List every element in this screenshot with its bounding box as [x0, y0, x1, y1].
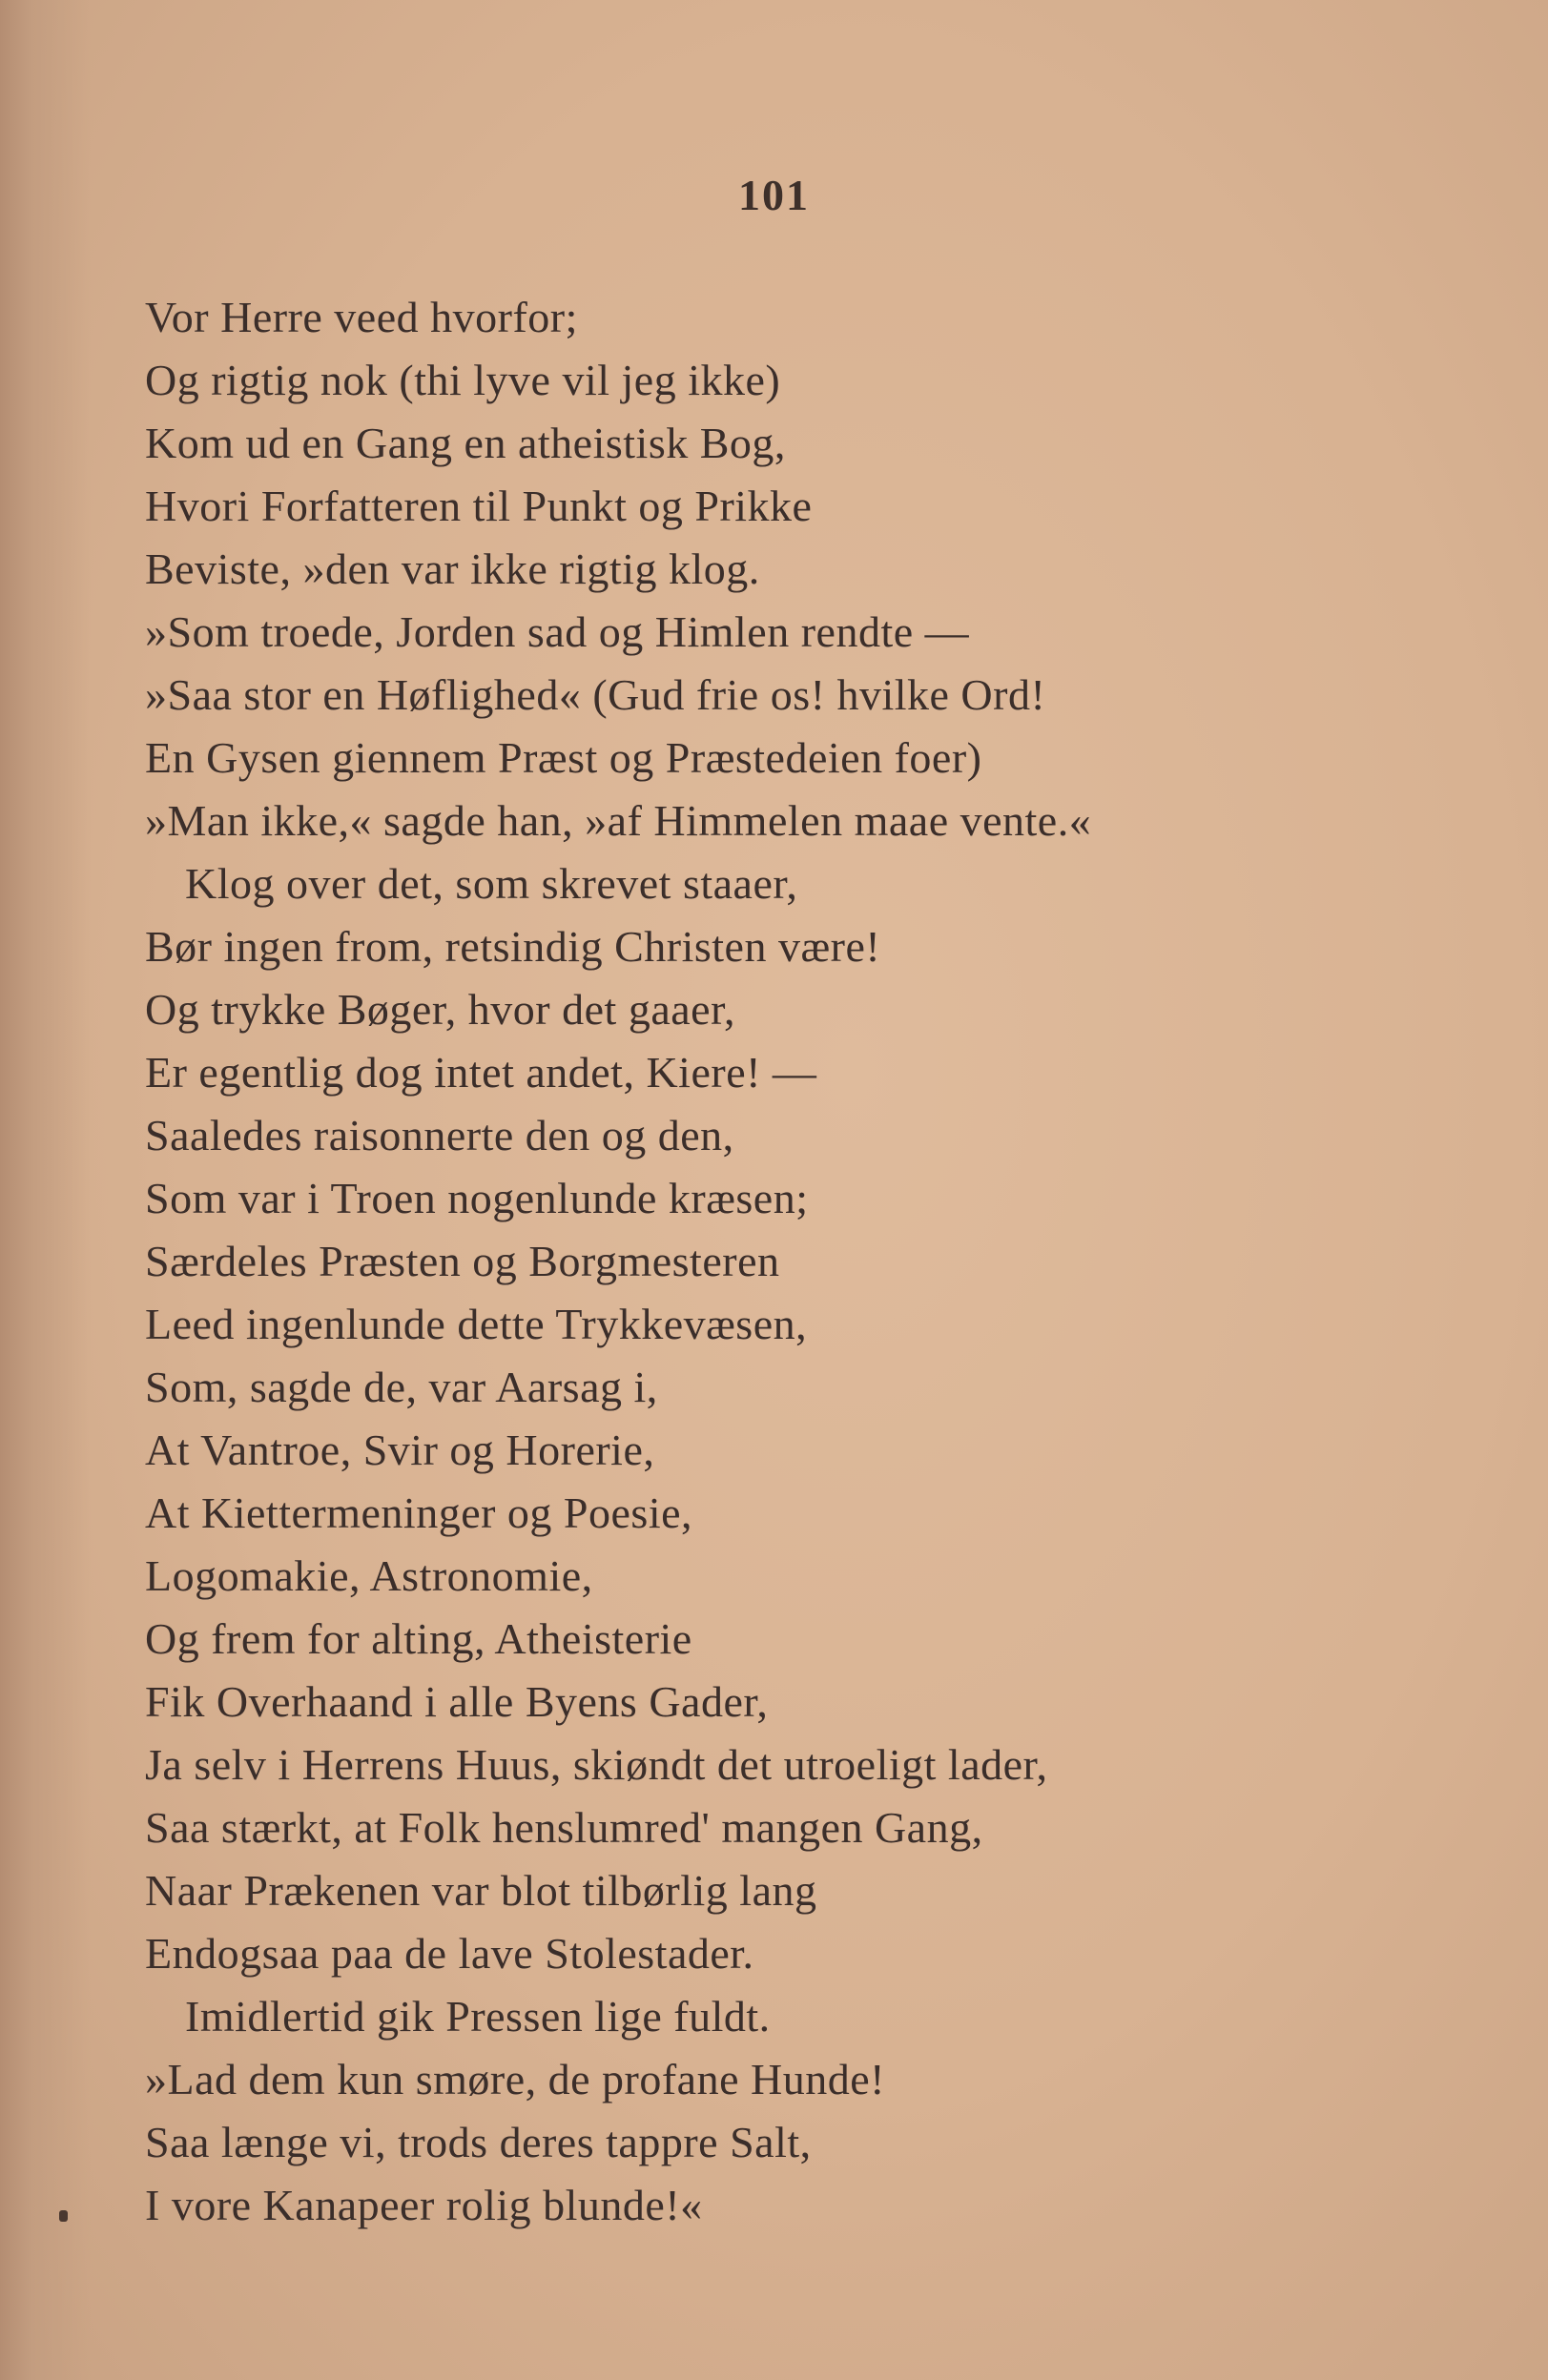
poem-line: Som, sagde de, var Aarsag i, — [145, 1363, 658, 1411]
poem-line: Saa stærkt, at Folk henslumred' mangen Gang, — [145, 1803, 983, 1852]
poem-line: At Kiettermeninger og Poesie, — [145, 1488, 693, 1537]
poem-line: Imidlertid gik Pressen lige fuldt. — [185, 1992, 771, 2041]
poem-line: Naar Prækenen var blot tilbørlig lang — [145, 1866, 817, 1915]
poem-line: Saa længe vi, trods deres tappre Salt, — [145, 2118, 812, 2166]
poem-line: »Som troede, Jorden sad og Himlen rendte — — [145, 607, 970, 656]
poem-text — [145, 286, 1404, 2237]
poem-line: Logomakie, Astronomie, — [145, 1551, 593, 1600]
binding-shadow — [0, 0, 91, 2380]
poem-line: »Man ikke,« sagde han, »af Himmelen maae vente.« — [145, 796, 1092, 845]
poem-line: Og frem for alting, Atheisterie — [145, 1614, 692, 1663]
poem-line: Og rigtig nok (thi lyve vil jeg ikke) — [145, 356, 781, 404]
poem-line: En Gysen giennem Præst og Præstedeien foer) — [145, 733, 982, 782]
poem-line: Ja selv i Herrens Huus, skiøndt det utroeligt lader, — [145, 1740, 1048, 1789]
poem-line: Leed ingenlunde dette Trykkevæsen, — [145, 1300, 808, 1348]
margin-mark — [59, 2210, 68, 2222]
poem-line: Er egentlig dog intet andet, Kiere! — — [145, 1048, 817, 1097]
poem-line: Som var i Troen nogenlunde kræsen; — [145, 1174, 809, 1222]
poem-line: Fik Overhaand i alle Byens Gader, — [145, 1677, 769, 1726]
poem-line: Hvori Forfatteren til Punkt og Prikke — [145, 482, 813, 530]
poem-line: Bør ingen from, retsindig Christen være! — [145, 922, 881, 971]
poem-line: Beviste, »den var ikke rigtig klog. — [145, 544, 760, 593]
poem-line: Saaledes raisonnerte den og den, — [145, 1111, 734, 1159]
poem-line: Klog over det, som skrevet staaer, — [185, 859, 798, 908]
poem-line: Og trykke Bøger, hvor det gaaer, — [145, 985, 736, 1034]
poem-line: »Saa stor en Høflighed« (Gud frie os! hvilke Ord! — [145, 670, 1046, 719]
page-number: 101 — [738, 171, 810, 219]
poem-line: At Vantroe, Svir og Horerie, — [145, 1426, 655, 1474]
poem-line: Kom ud en Gang en atheistisk Bog, — [145, 419, 786, 467]
poem-line: I vore Kanapeer rolig blunde!« — [145, 2181, 703, 2229]
poem-line: Endogsaa paa de lave Stolestader. — [145, 1929, 754, 1978]
poem-line: Særdeles Præsten og Borgmesteren — [145, 1237, 780, 1285]
poem-line: »Lad dem kun smøre, de profane Hunde! — [145, 2055, 885, 2103]
poem-line: Vor Herre veed hvorfor; — [145, 293, 578, 341]
